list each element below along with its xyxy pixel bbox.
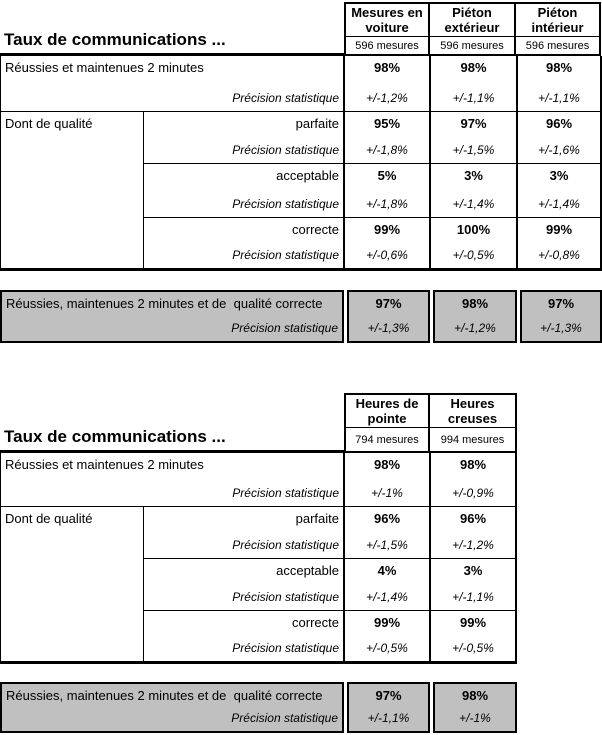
precision-value: +/-1,5% — [366, 538, 408, 552]
value-cell — [429, 111, 516, 163]
table2-quality-parfaite-label-cell — [143, 506, 343, 558]
table2-quality-acceptable-label-cell — [143, 558, 343, 610]
value-cell — [429, 56, 516, 111]
column-header-label: Heures de pointe — [346, 395, 428, 428]
value-cell — [343, 56, 429, 111]
table1-quality-group-label-cell — [1, 111, 143, 268]
precision-value: +/-1,8% — [366, 143, 408, 157]
precision-label: Précision statistique — [231, 711, 338, 725]
sub-row-label: correcte — [292, 615, 339, 630]
precision-value: +/-1,1% — [367, 711, 410, 725]
table1-quality-correcte-label-cell — [143, 217, 343, 268]
precision-value: +/-1,1% — [452, 91, 495, 105]
value: 97% — [375, 688, 402, 703]
value: 98% — [460, 60, 487, 75]
precision-label: Précision statistique — [232, 143, 339, 157]
precision-label: Précision statistique — [232, 91, 339, 105]
precision-value: +/-1% — [459, 711, 491, 725]
value: 99% — [373, 615, 401, 630]
table2-column-headers — [344, 393, 517, 453]
value-cell — [516, 217, 600, 268]
column-measure-count: 994 mesures — [440, 433, 505, 446]
value-cell — [429, 610, 515, 661]
precision-value: +/-1,1% — [452, 590, 494, 604]
sub-row-label: parfaite — [295, 116, 339, 131]
table1-title: Taux de communications ... — [0, 26, 344, 56]
precision-value: +/-1,4% — [452, 197, 495, 211]
precision-value: +/-1,4% — [538, 197, 580, 211]
precision-value: +/-0,6% — [366, 248, 408, 262]
precision-value: +/-1,2% — [366, 91, 408, 105]
value: 95% — [373, 116, 401, 131]
precision-label: Précision statistique — [231, 321, 338, 335]
table1-row-maintained-label-cell — [1, 56, 343, 111]
value-cell — [516, 111, 600, 163]
precision-value: +/-0,5% — [366, 641, 408, 655]
table1-summary-value-cell — [433, 290, 517, 343]
table1-header-pieton-exterieur — [428, 2, 516, 56]
table2-header-heures-de-pointe — [344, 393, 430, 453]
value: 98% — [461, 688, 489, 703]
precision-value: +/-1,5% — [452, 143, 495, 157]
column-measure-count: 596 mesures — [355, 39, 419, 52]
value-cell — [429, 558, 515, 610]
value-cell — [343, 558, 429, 610]
table2-summary-value-cell — [433, 682, 517, 733]
table1-summary-value-cell — [347, 290, 430, 343]
precision-value: +/-1,2% — [452, 538, 494, 552]
precision-value: +/-0,8% — [538, 248, 580, 262]
precision-value: +/-1,2% — [454, 321, 496, 335]
value: 97% — [375, 296, 402, 311]
value: 96% — [459, 511, 487, 526]
table2-quality-group-label-cell — [1, 506, 143, 661]
precision-label: Précision statistique — [232, 641, 339, 655]
table1-header-mesures-en-voiture — [344, 2, 430, 56]
value: 100% — [456, 222, 491, 237]
precision-label: Précision statistique — [232, 197, 339, 211]
value-cell — [429, 453, 515, 506]
value-cell — [343, 217, 429, 268]
precision-value: +/-1,1% — [538, 91, 580, 105]
sub-row-label: correcte — [292, 222, 339, 237]
value: 99% — [545, 222, 573, 237]
sub-row-label: acceptable — [276, 563, 339, 578]
value: 98% — [373, 457, 401, 472]
precision-value: +/-1% — [371, 486, 403, 500]
value: 3% — [464, 168, 483, 183]
value: 3% — [463, 563, 483, 578]
precision-label: Précision statistique — [232, 248, 339, 262]
column-measure-count: 794 mesures — [355, 433, 419, 446]
precision-value: +/-1,3% — [540, 321, 582, 335]
summary-label: Réussies, maintenues 2 minutes et de qualité correcte — [6, 688, 323, 703]
table2-body — [0, 453, 517, 664]
value-cell — [343, 610, 429, 661]
table1-summary-label-cell — [0, 290, 344, 343]
value: 97% — [460, 116, 487, 131]
summary-label: Réussies, maintenues 2 minutes et de qualité correcte — [6, 296, 323, 311]
row-label: Réussies et maintenues 2 minutes — [5, 457, 204, 472]
value-cell — [429, 506, 515, 558]
sub-row-label: parfaite — [295, 511, 339, 526]
value-cell — [343, 453, 429, 506]
precision-value: +/-1,3% — [367, 321, 410, 335]
value: 98% — [545, 60, 573, 75]
value-cell — [516, 163, 600, 217]
value: 3% — [549, 168, 569, 183]
precision-label: Précision statistique — [232, 590, 339, 604]
value: 99% — [373, 222, 401, 237]
value: 98% — [461, 296, 489, 311]
precision-label: Précision statistique — [232, 538, 339, 552]
value: 98% — [373, 60, 401, 75]
column-header-label: Mesures en voiture — [346, 4, 428, 37]
group-label: Dont de qualité — [5, 511, 93, 526]
value: 96% — [545, 116, 573, 131]
value-cell — [429, 217, 516, 268]
table1-quality-parfaite-label-cell — [143, 111, 343, 163]
value-cell — [343, 506, 429, 558]
value: 5% — [377, 168, 397, 183]
precision-value: +/-0,5% — [452, 248, 495, 262]
column-header-label: Heures creuses — [430, 395, 515, 428]
value-cell — [343, 163, 429, 217]
table1-column-headers — [344, 2, 601, 56]
precision-value: +/-1,4% — [366, 590, 408, 604]
table2-header-heures-creuses — [428, 393, 517, 453]
column-measure-count: 596 mesures — [525, 39, 590, 52]
table1-summary-value-cell — [520, 290, 602, 343]
value: 98% — [459, 457, 487, 472]
value: 99% — [459, 615, 487, 630]
table1-header-pieton-interieur — [514, 2, 601, 56]
value: 97% — [547, 296, 575, 311]
precision-label: Précision statistique — [232, 486, 339, 500]
table2-title: Taux de communications ... — [0, 423, 344, 453]
table2-quality-correcte-label-cell — [143, 610, 343, 661]
precision-value: +/-1,6% — [538, 143, 580, 157]
table2-row-maintained-label-cell — [1, 453, 343, 506]
value-cell — [516, 56, 600, 111]
value: 4% — [377, 563, 397, 578]
value: 96% — [373, 511, 401, 526]
precision-value: +/-0,9% — [452, 486, 494, 500]
table1-quality-acceptable-label-cell — [143, 163, 343, 217]
value-cell — [343, 111, 429, 163]
precision-value: +/-0,5% — [452, 641, 494, 655]
table1-body — [0, 56, 602, 271]
column-header-label: Piéton intérieur — [516, 4, 599, 37]
value-cell — [429, 163, 516, 217]
column-measure-count: 596 mesures — [440, 39, 504, 52]
table2-summary-value-cell — [347, 682, 430, 733]
row-label: Réussies et maintenues 2 minutes — [5, 60, 204, 75]
group-label: Dont de qualité — [5, 116, 93, 131]
column-header-label: Piéton extérieur — [430, 4, 514, 37]
sub-row-label: acceptable — [276, 168, 339, 183]
precision-value: +/-1,8% — [366, 197, 408, 211]
table2-summary-label-cell — [0, 682, 344, 733]
